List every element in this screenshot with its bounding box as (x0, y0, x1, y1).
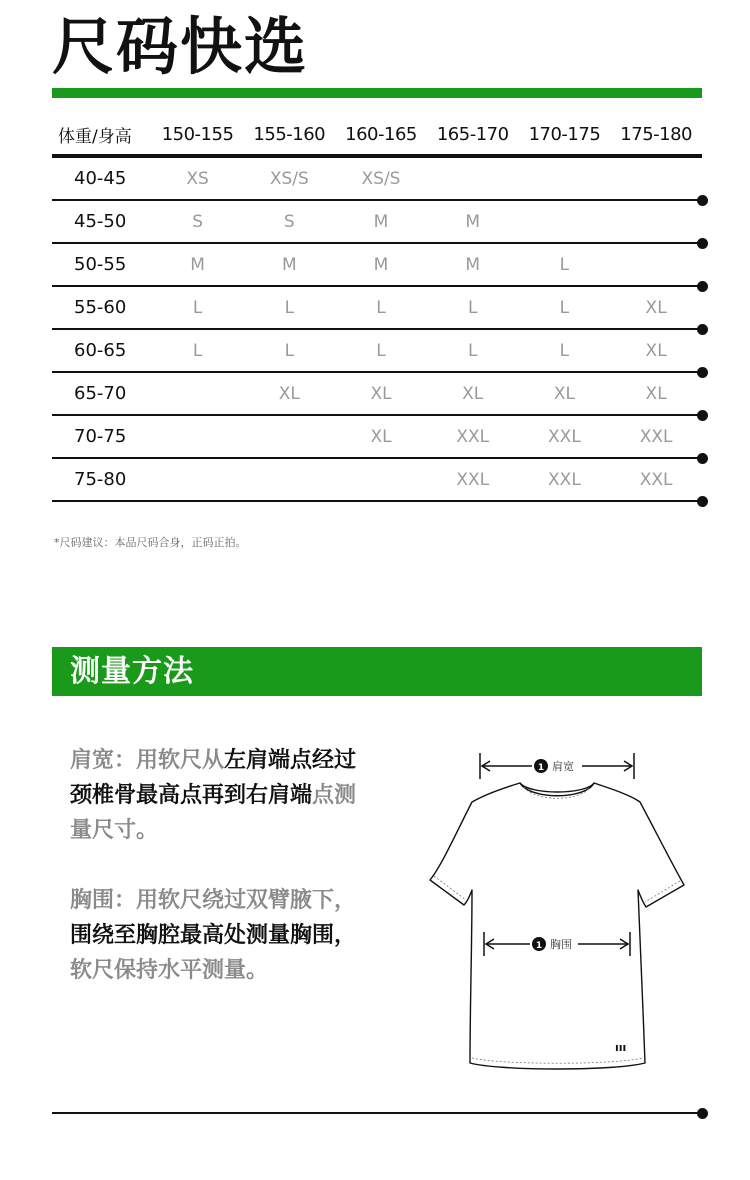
size-cell: S (283, 211, 295, 232)
height-column-header: 165-170 (436, 123, 509, 145)
size-cell: L (559, 254, 570, 275)
weight-label: 55-60 (74, 297, 127, 318)
size-cell: L (192, 297, 203, 318)
size-cell: L (284, 340, 295, 361)
size-cell: M (190, 254, 205, 275)
tshirt-outline (430, 783, 684, 1069)
weight-label: 70-75 (74, 426, 127, 447)
bottom-divider-dot (697, 1108, 708, 1119)
weight-label: 60-65 (74, 340, 127, 361)
shoulder-marker-number: 1 (537, 763, 545, 773)
brand-logo-mark: ııı (615, 1041, 627, 1054)
chest-text-emphasis: 围绕至胸腔最高处测量胸围， (70, 923, 357, 948)
size-cell: XL (645, 340, 667, 361)
table-row (52, 244, 702, 287)
size-cell: L (284, 297, 295, 318)
table-row (52, 287, 702, 330)
height-column-header: 175-180 (620, 123, 693, 145)
chest-instructions (70, 883, 370, 988)
size-cell: XXL (456, 426, 490, 447)
weight-label: 75-80 (74, 469, 127, 490)
size-table (52, 114, 702, 502)
section-header-bar (52, 647, 702, 696)
size-cell: M (281, 254, 297, 275)
shoulder-text-emphasis: 左肩端点经过颈椎骨最高点再到右肩端 (70, 748, 357, 808)
size-cell: M (373, 211, 389, 232)
chest-diagram-label: 胸围 (550, 938, 572, 951)
tshirt-diagram (420, 745, 695, 1080)
size-cell: XL (278, 383, 300, 404)
height-column-header: 160-165 (345, 123, 417, 145)
title-underline (52, 88, 702, 98)
size-cell: S (192, 211, 203, 232)
table-row (52, 416, 702, 459)
weight-label: 45-50 (74, 211, 127, 232)
size-cell: L (376, 340, 386, 361)
size-cell: XXL (639, 469, 673, 490)
chest-text-light: 胸围：用软尺绕过双臂腋下， (70, 888, 357, 913)
corner-label: 体重/身高 (58, 126, 132, 147)
size-cell: L (559, 297, 570, 318)
table-header (52, 114, 702, 158)
chest-marker-number: 1 (535, 941, 543, 951)
size-cell: XXL (548, 426, 581, 447)
table-row (52, 201, 702, 244)
size-cell: L (467, 340, 478, 361)
bottom-divider (52, 1112, 702, 1114)
section-title: 测量方法 (70, 654, 194, 689)
size-cell: XS/S (361, 168, 401, 189)
weight-label: 65-70 (74, 383, 127, 404)
size-cell: XL (462, 383, 484, 404)
shoulder-text-light: 肩宽：用软尺从 (70, 748, 225, 773)
size-cell: XXL (548, 469, 581, 490)
size-cell: L (192, 340, 203, 361)
size-cell: XS (186, 168, 209, 189)
size-cell: XXL (639, 426, 673, 447)
row-end-dot (697, 496, 708, 507)
size-cell: M (465, 211, 481, 232)
shoulder-instructions (70, 743, 370, 848)
table-row (52, 330, 702, 373)
height-column-header: 155-160 (253, 123, 326, 145)
size-cell: L (376, 297, 386, 318)
weight-label: 40-45 (74, 168, 127, 189)
height-column-header: 170-175 (528, 123, 601, 145)
page-title: 尺码快选 (52, 10, 309, 83)
size-cell: XL (370, 383, 392, 404)
size-cell: M (465, 254, 481, 275)
size-cell: XL (370, 426, 392, 447)
size-cell: XS/S (269, 168, 309, 189)
table-row (52, 373, 702, 416)
shoulder-text-light: 点测量尺寸。 (70, 783, 357, 843)
size-cell: L (467, 297, 478, 318)
chest-text-light: 软尺保持水平测量。 (70, 958, 269, 983)
weight-label: 50-55 (74, 254, 127, 275)
size-cell: XXL (456, 469, 490, 490)
height-column-header: 150-155 (161, 123, 234, 145)
size-cell: XL (553, 383, 575, 404)
size-footnote: *尺码建议：本品尺码合身，正码正拍。 (54, 536, 247, 549)
size-cell: M (373, 254, 389, 275)
size-cell: XL (645, 383, 667, 404)
table-row (52, 158, 702, 201)
shoulder-diagram-label: 肩宽 (552, 760, 574, 773)
size-cell: L (559, 340, 570, 361)
table-row (52, 459, 702, 502)
size-cell: XL (645, 297, 667, 318)
